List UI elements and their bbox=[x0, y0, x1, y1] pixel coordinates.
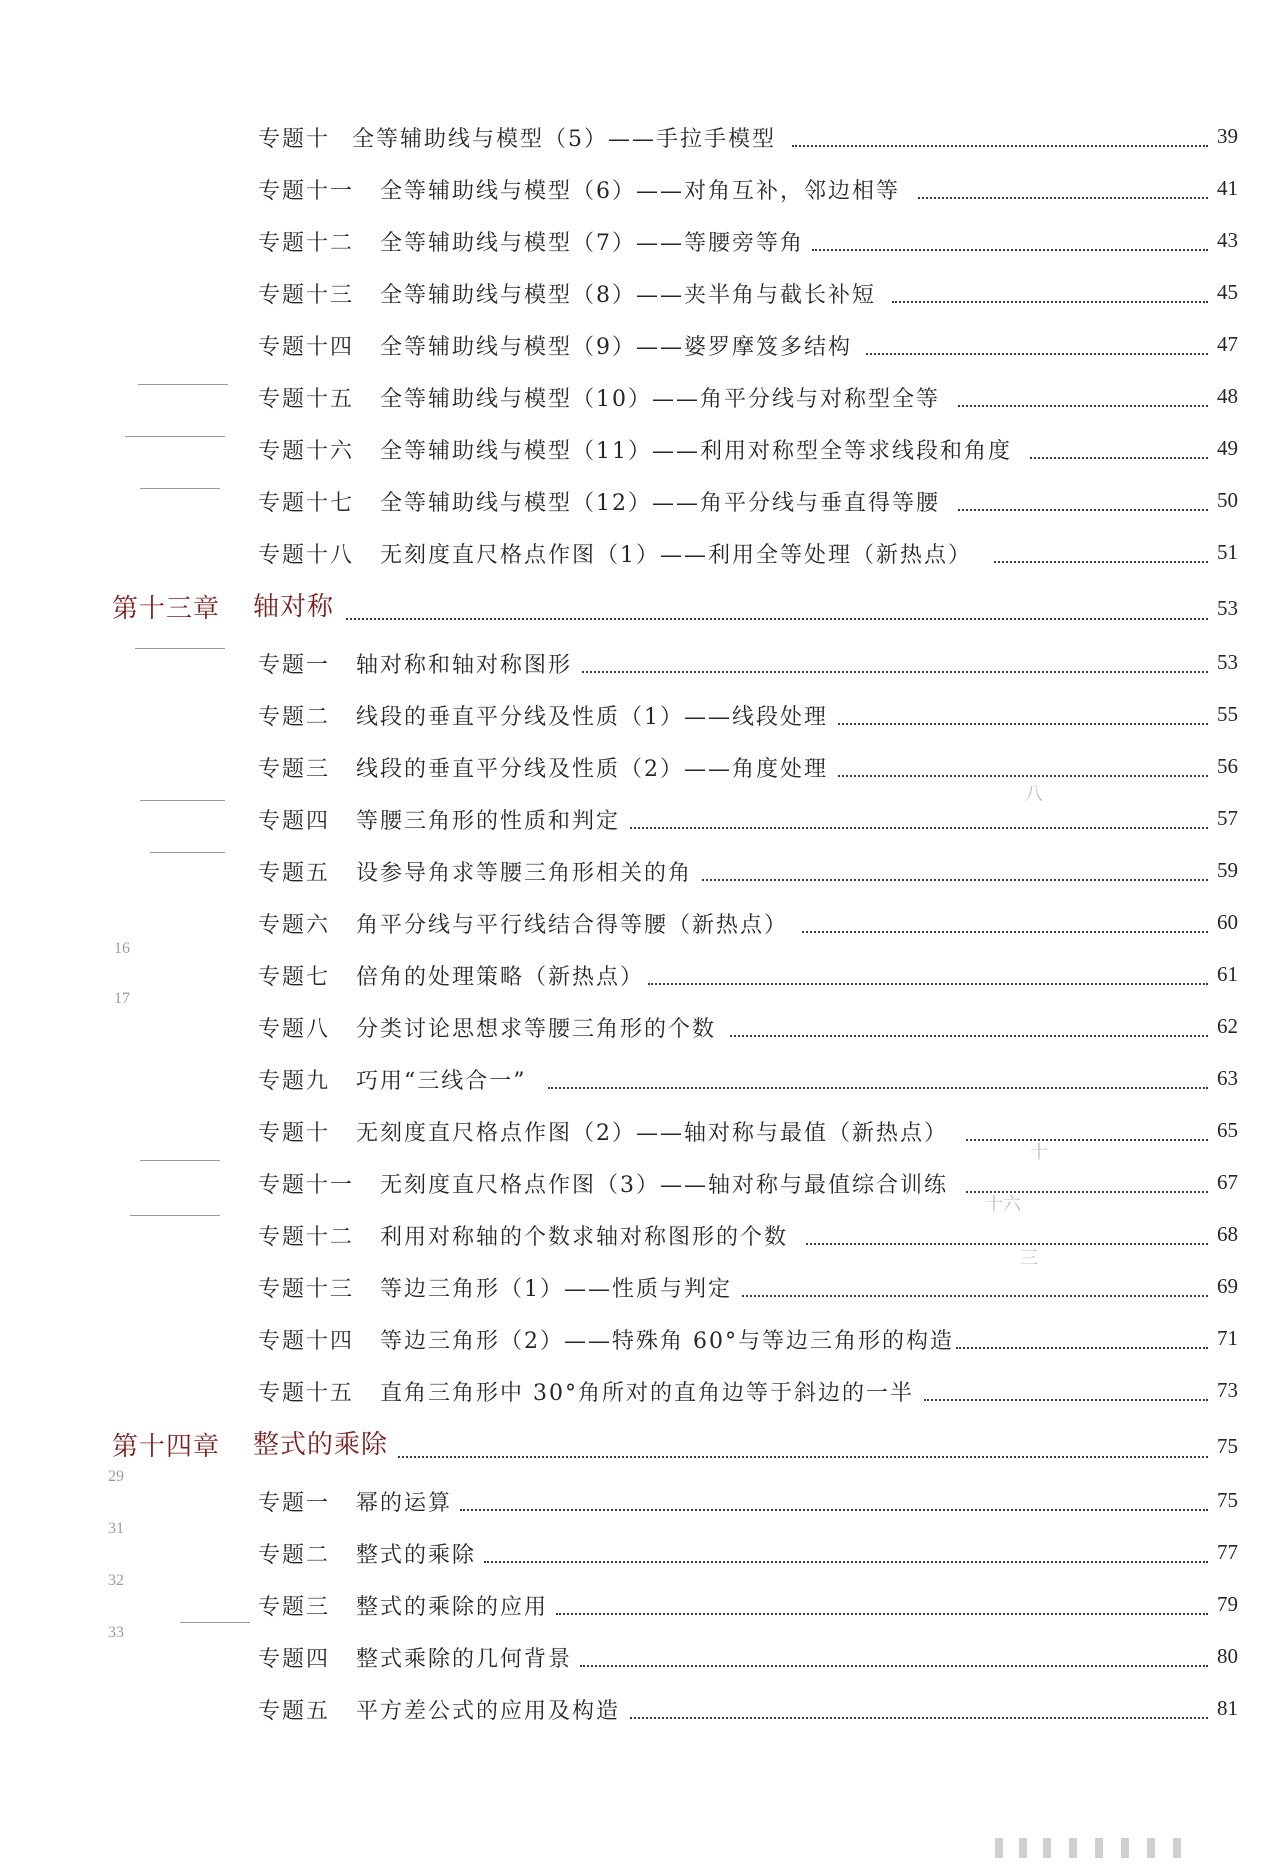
entry-title: 利用对称轴的个数求轴对称图形的个数 bbox=[380, 1225, 789, 1250]
page-number: 63 bbox=[1217, 1066, 1238, 1090]
entry-title: 平方差公式的应用及构造 bbox=[356, 1699, 621, 1724]
page-number: 71 bbox=[1217, 1326, 1238, 1350]
entry-label: 专题五 bbox=[258, 1699, 331, 1724]
toc-chapter bbox=[0, 1426, 1280, 1466]
entry-label: 专题八 bbox=[258, 1017, 331, 1042]
chapter-title: 轴对称 bbox=[253, 592, 335, 622]
entry-title: 等边三角形（2）——特殊角 60°与等边三角形的构造 bbox=[380, 1329, 954, 1354]
page-number: 69 bbox=[1217, 1274, 1238, 1298]
entry-label: 专题十五 bbox=[258, 1381, 355, 1406]
leader-dots bbox=[630, 1717, 1208, 1719]
entry-title: 线段的垂直平分线及性质（2）——角度处理 bbox=[356, 757, 828, 782]
leader-dots bbox=[958, 509, 1208, 511]
entry-label: 专题十七 bbox=[258, 491, 355, 516]
entry-label: 专题四 bbox=[258, 809, 331, 834]
toc-entry bbox=[0, 904, 1280, 944]
leader-dots bbox=[924, 1399, 1208, 1401]
toc-entry bbox=[0, 644, 1280, 684]
entry-title: 倍角的处理策略（新热点） bbox=[356, 965, 645, 990]
page-number: 48 bbox=[1217, 384, 1238, 408]
toc-entry bbox=[0, 800, 1280, 840]
page-number: 79 bbox=[1217, 1592, 1238, 1616]
bleed-fragment: 十六 bbox=[985, 1194, 1021, 1215]
toc-entry bbox=[0, 1534, 1280, 1574]
leader-dots bbox=[956, 1347, 1208, 1349]
page-number: 73 bbox=[1217, 1378, 1238, 1402]
entry-title: 全等辅助线与模型（5）——手拉手模型 bbox=[352, 127, 776, 152]
entry-title: 全等辅助线与模型（12）——角平分线与垂直得等腰 bbox=[380, 491, 940, 516]
page-number: 80 bbox=[1217, 1644, 1238, 1668]
chapter-title: 整式的乘除 bbox=[253, 1430, 389, 1460]
entry-title: 无刻度直尺格点作图（1）——利用全等处理（新热点） bbox=[380, 543, 972, 568]
entry-title: 等边三角形（1）——性质与判定 bbox=[380, 1277, 732, 1302]
leader-dots bbox=[630, 827, 1208, 829]
leader-dots bbox=[802, 931, 1208, 933]
page-number: 59 bbox=[1217, 858, 1238, 882]
entry-title: 全等辅助线与模型（7）——等腰旁等角 bbox=[380, 231, 804, 256]
entry-title: 幂的运算 bbox=[356, 1491, 453, 1516]
margin-number: 16 bbox=[114, 940, 130, 957]
entry-title: 轴对称和轴对称图形 bbox=[356, 653, 573, 678]
toc-entry bbox=[0, 1268, 1280, 1308]
page-number: 39 bbox=[1217, 124, 1238, 148]
entry-title: 整式的乘除 bbox=[356, 1543, 477, 1568]
leader-dots bbox=[556, 1613, 1208, 1615]
toc-entry bbox=[0, 852, 1280, 892]
entry-label: 专题一 bbox=[258, 653, 331, 678]
toc-entry bbox=[0, 956, 1280, 996]
leader-dots bbox=[918, 197, 1208, 199]
leader-dots bbox=[548, 1087, 1208, 1089]
page-number: 56 bbox=[1217, 754, 1238, 778]
margin-number: 31 bbox=[108, 1520, 124, 1537]
leader-dots bbox=[966, 1191, 1208, 1193]
page-number: 45 bbox=[1217, 280, 1238, 304]
page-number: 57 bbox=[1217, 806, 1238, 830]
leader-dots bbox=[580, 1665, 1208, 1667]
leader-dots bbox=[702, 879, 1208, 881]
toc-entry bbox=[0, 118, 1280, 158]
entry-label: 专题十三 bbox=[258, 1277, 355, 1302]
entry-label: 专题七 bbox=[258, 965, 331, 990]
entry-title: 全等辅助线与模型（11）——利用对称型全等求线段和角度 bbox=[380, 439, 1012, 464]
entry-title: 角平分线与平行线结合得等腰（新热点） bbox=[356, 913, 789, 938]
entry-label: 专题十一 bbox=[258, 1173, 355, 1198]
entry-label: 专题十三 bbox=[258, 283, 355, 308]
leader-dots bbox=[958, 405, 1208, 407]
toc-entry bbox=[0, 1638, 1280, 1678]
toc-entry bbox=[0, 1216, 1280, 1256]
entry-label: 专题十八 bbox=[258, 543, 355, 568]
margin-number: 33 bbox=[108, 1624, 124, 1641]
leader-dots bbox=[346, 618, 1208, 620]
entry-label: 专题十四 bbox=[258, 1329, 355, 1354]
page-number: 68 bbox=[1217, 1222, 1238, 1246]
page-number: 55 bbox=[1217, 702, 1238, 726]
leader-dots bbox=[398, 1456, 1208, 1458]
entry-title: 等腰三角形的性质和判定 bbox=[356, 809, 621, 834]
toc-entry bbox=[0, 170, 1280, 210]
entry-title: 整式的乘除的应用 bbox=[356, 1595, 549, 1620]
entry-label: 专题十一 bbox=[258, 179, 355, 204]
margin-number: 29 bbox=[108, 1468, 124, 1485]
leader-dots bbox=[812, 249, 1208, 251]
entry-label: 专题二 bbox=[258, 1543, 331, 1568]
entry-label: 专题六 bbox=[258, 913, 331, 938]
leader-dots bbox=[1030, 457, 1208, 459]
leader-dots bbox=[460, 1509, 1208, 1511]
leader-dots bbox=[806, 1243, 1208, 1245]
entry-label: 专题四 bbox=[258, 1647, 331, 1672]
entry-label: 专题十二 bbox=[258, 1225, 355, 1250]
toc-entry bbox=[0, 534, 1280, 574]
toc-entry bbox=[0, 696, 1280, 736]
page-number: 47 bbox=[1217, 332, 1238, 356]
page-number: 77 bbox=[1217, 1540, 1238, 1564]
page-number: 75 bbox=[1217, 1434, 1238, 1458]
page-number: 75 bbox=[1217, 1488, 1238, 1512]
toc-entry bbox=[0, 1690, 1280, 1730]
toc-entry bbox=[0, 430, 1280, 470]
entry-title: 全等辅助线与模型（10）——角平分线与对称型全等 bbox=[380, 387, 940, 412]
page-number: 49 bbox=[1217, 436, 1238, 460]
entry-title: 巧用“三线合一” bbox=[356, 1069, 527, 1094]
page-number: 53 bbox=[1217, 650, 1238, 674]
toc-entry bbox=[0, 222, 1280, 262]
entry-label: 专题一 bbox=[258, 1491, 331, 1516]
leader-dots bbox=[838, 775, 1208, 777]
toc-entry bbox=[0, 378, 1280, 418]
chapter-label: 第十三章 bbox=[112, 594, 221, 624]
entry-title: 无刻度直尺格点作图（3）——轴对称与最值综合训练 bbox=[380, 1173, 948, 1198]
entry-title: 设参导角求等腰三角形相关的角 bbox=[356, 861, 693, 886]
bleed-fragment: 八 bbox=[1025, 784, 1043, 805]
bleed-fragment: 三 bbox=[1020, 1248, 1038, 1269]
entry-label: 专题十 bbox=[258, 127, 331, 152]
entry-label: 专题十 bbox=[258, 1121, 331, 1146]
entry-title: 整式乘除的几何背景 bbox=[356, 1647, 573, 1672]
entry-title: 无刻度直尺格点作图（2）——轴对称与最值（新热点） bbox=[356, 1121, 948, 1146]
entry-label: 专题十四 bbox=[258, 335, 355, 360]
page-number: 50 bbox=[1217, 488, 1238, 512]
bleed-fragment: 十 bbox=[1030, 1142, 1048, 1163]
leader-dots bbox=[838, 723, 1208, 725]
leader-dots bbox=[742, 1295, 1208, 1297]
page-number: 53 bbox=[1217, 596, 1238, 620]
toc-entry bbox=[0, 1372, 1280, 1412]
toc-entry bbox=[0, 1482, 1280, 1522]
chapter-label: 第十四章 bbox=[112, 1432, 221, 1462]
leader-dots bbox=[892, 301, 1208, 303]
toc-entry bbox=[0, 1586, 1280, 1626]
page-number: 65 bbox=[1217, 1118, 1238, 1142]
toc-entry bbox=[0, 1320, 1280, 1360]
margin-rule bbox=[140, 1160, 220, 1161]
entry-label: 专题二 bbox=[258, 705, 331, 730]
page-number: 67 bbox=[1217, 1170, 1238, 1194]
page-number: 61 bbox=[1217, 962, 1238, 986]
toc-entry bbox=[0, 274, 1280, 314]
entry-label: 专题十五 bbox=[258, 387, 355, 412]
toc-chapter bbox=[0, 588, 1280, 628]
leader-dots bbox=[730, 1035, 1208, 1037]
entry-label: 专题五 bbox=[258, 861, 331, 886]
entry-label: 专题十二 bbox=[258, 231, 355, 256]
entry-title: 线段的垂直平分线及性质（1）——线段处理 bbox=[356, 705, 828, 730]
page-number: 81 bbox=[1217, 1696, 1238, 1720]
entry-title: 全等辅助线与模型（9）——婆罗摩笈多结构 bbox=[380, 335, 852, 360]
page-number: 60 bbox=[1217, 910, 1238, 934]
leader-dots bbox=[994, 561, 1208, 563]
page-number: 43 bbox=[1217, 228, 1238, 252]
entry-title: 全等辅助线与模型（8）——夹半角与截长补短 bbox=[380, 283, 876, 308]
toc-entry bbox=[0, 482, 1280, 522]
page-number: 51 bbox=[1217, 540, 1238, 564]
entry-label: 专题九 bbox=[258, 1069, 331, 1094]
toc-entry bbox=[0, 326, 1280, 366]
leader-dots bbox=[966, 1139, 1208, 1141]
toc-entry bbox=[0, 1112, 1280, 1152]
entry-title: 全等辅助线与模型（6）——对角互补，邻边相等 bbox=[380, 179, 900, 204]
page-number: 41 bbox=[1217, 176, 1238, 200]
leader-dots bbox=[484, 1561, 1208, 1563]
page-number: 62 bbox=[1217, 1014, 1238, 1038]
scan-edge bbox=[985, 1838, 1235, 1864]
toc-entry bbox=[0, 1164, 1280, 1204]
entry-label: 专题十六 bbox=[258, 439, 355, 464]
entry-title: 分类讨论思想求等腰三角形的个数 bbox=[356, 1017, 717, 1042]
toc-entry bbox=[0, 1008, 1280, 1048]
margin-number: 32 bbox=[108, 1572, 124, 1589]
toc-entry bbox=[0, 1060, 1280, 1100]
leader-dots bbox=[792, 145, 1208, 147]
leader-dots bbox=[648, 983, 1208, 985]
leader-dots bbox=[582, 671, 1208, 673]
leader-dots bbox=[866, 353, 1208, 355]
toc-entry bbox=[0, 748, 1280, 788]
entry-label: 专题三 bbox=[258, 1595, 331, 1620]
entry-title: 直角三角形中 30°角所对的直角边等于斜边的一半 bbox=[380, 1381, 914, 1406]
margin-number: 17 bbox=[114, 990, 130, 1007]
entry-label: 专题三 bbox=[258, 757, 331, 782]
